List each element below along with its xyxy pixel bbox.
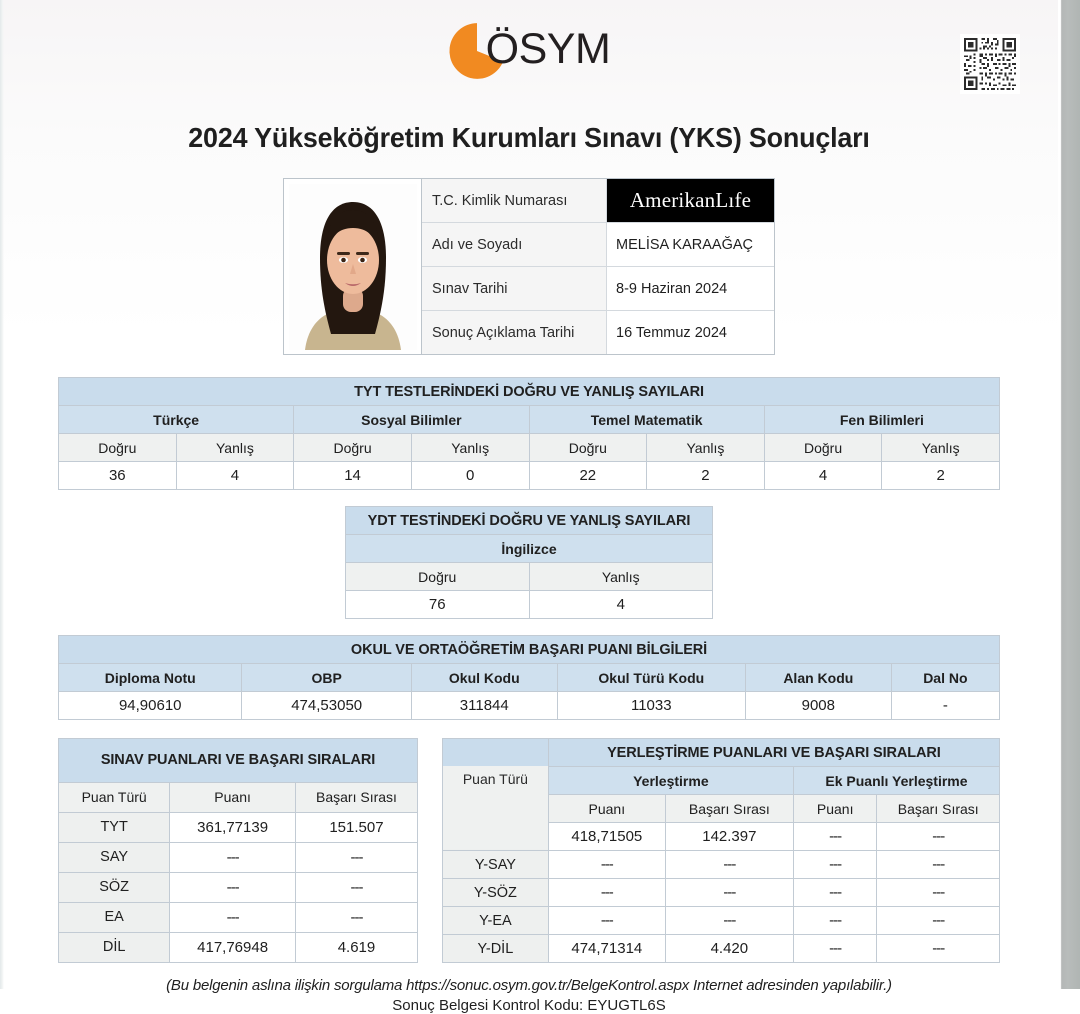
tyt-col-dogru-sosyal: Doğru	[294, 434, 412, 462]
placement-row-label-y-soz: Y-SÖZ	[443, 879, 549, 907]
identity-value-result-date: 16 Temmuz 2024	[607, 311, 774, 354]
osym-logo-text: ÖSYM	[485, 24, 611, 73]
identity-value-tckn	[607, 179, 774, 222]
exam-row-label-soz: SÖZ	[59, 872, 170, 902]
tyt-subject-matematik: Temel Matematik	[529, 406, 764, 434]
table-row	[59, 462, 1000, 490]
table-row	[443, 851, 1000, 879]
placement-sira-y-tyt: 142.397	[665, 823, 793, 851]
placement-puan-y-say: ---	[548, 851, 665, 879]
verification-note: (Bu belgenin aslına ilişkin sorgulama https://sonuc.osym.gov.tr/BelgeKontrol.aspx Internet adresinden yapılabilir.)	[166, 977, 892, 994]
exam-sira-soz: ---	[295, 872, 417, 902]
placement-col-ek-puani: Puanı	[793, 795, 877, 823]
school-col-okul-kodu: Okul Kodu	[411, 664, 557, 692]
candidate-identity-block	[283, 178, 775, 355]
tyt-subject-fen: Fen Bilimleri	[764, 406, 999, 434]
tyt-value-dogru-fen: 4	[764, 462, 882, 490]
placement-scores-title: YERLEŞTİRME PUANLARI VE BAŞARI SIRALARI	[548, 739, 999, 767]
exam-col-basari-sirasi: Başarı Sırası	[295, 782, 417, 812]
placement-corner-label	[443, 739, 549, 823]
exam-sira-ea: ---	[295, 902, 417, 932]
table-row	[59, 842, 418, 872]
school-col-okul-turu-kodu: Okul Türü Kodu	[557, 664, 745, 692]
school-col-diploma: Diploma Notu	[59, 664, 242, 692]
ydt-col-yanlis: Yanlış	[529, 563, 713, 591]
tyt-subject-turkce: Türkçe	[59, 406, 294, 434]
placement-ek-puan-y-dil: ---	[793, 935, 877, 963]
identity-row-tckn	[422, 179, 774, 223]
tyt-col-yanlis-fen: Yanlış	[882, 434, 1000, 462]
ydt-value-yanlis: 4	[529, 591, 713, 619]
placement-ek-puan-y-ea: ---	[793, 907, 877, 935]
placement-group-ek-puanli: Ek Puanlı Yerleştirme	[793, 767, 999, 795]
exam-row-label-say: SAY	[59, 842, 170, 872]
placement-group-yerlestirme: Yerleştirme	[548, 767, 793, 795]
table-row	[59, 378, 1000, 406]
identity-value-exam-date: 8-9 Haziran 2024	[607, 267, 774, 310]
tyt-value-yanlis-turkce: 4	[176, 462, 294, 490]
exam-col-puan-turu: Puan Türü	[59, 782, 170, 812]
exam-puan-say: ---	[170, 842, 296, 872]
tyt-answers-table	[58, 377, 1000, 490]
exam-row-label-dil: DİL	[59, 932, 170, 962]
placement-puan-y-tyt: 418,71505	[548, 823, 665, 851]
placement-sira-y-say: ---	[665, 851, 793, 879]
identity-label-tckn: T.C. Kimlik Numarası	[422, 179, 607, 222]
table-row	[59, 932, 418, 962]
table-row	[59, 739, 418, 783]
table-row	[443, 739, 1000, 767]
exam-sira-tyt: 151.507	[295, 812, 417, 842]
placement-ek-sira-y-ea: ---	[877, 907, 1000, 935]
placement-ek-puan-y-say: ---	[793, 851, 877, 879]
tyt-value-dogru-sosyal: 14	[294, 462, 412, 490]
tyt-col-yanlis-matematik: Yanlış	[647, 434, 765, 462]
exam-puan-soz: ---	[170, 872, 296, 902]
table-row	[443, 935, 1000, 963]
school-value-okul-turu-kodu: 11033	[557, 692, 745, 720]
placement-ek-sira-y-say: ---	[877, 851, 1000, 879]
tyt-col-yanlis-turkce: Yanlış	[176, 434, 294, 462]
exam-col-puani: Puanı	[170, 782, 296, 812]
placement-ek-puan-y-tyt: ---	[793, 823, 877, 851]
tyt-value-yanlis-sosyal: 0	[411, 462, 529, 490]
placement-col-basari-sirasi: Başarı Sırası	[665, 795, 793, 823]
page-title: 2024 Yükseköğretim Kurumları Sınavı (YKS) Sonuçları	[188, 122, 870, 153]
identity-label-name: Adı ve Soyadı	[422, 223, 607, 266]
tyt-col-yanlis-sosyal: Yanlış	[411, 434, 529, 462]
placement-row-label-y-say: Y-SAY	[443, 851, 549, 879]
table-row	[346, 535, 713, 563]
tyt-value-dogru-matematik: 22	[529, 462, 647, 490]
school-value-dal-no: -	[891, 692, 999, 720]
placement-puan-y-soz: ---	[548, 879, 665, 907]
identity-rows	[422, 179, 774, 354]
placement-ek-sira-y-soz: ---	[877, 879, 1000, 907]
school-info-table	[58, 635, 1000, 720]
placement-sira-y-ea: ---	[665, 907, 793, 935]
table-row	[59, 406, 1000, 434]
table-row	[59, 782, 418, 812]
ydt-value-dogru: 76	[346, 591, 530, 619]
ydt-answers-table	[345, 506, 713, 619]
table-row	[59, 636, 1000, 664]
ydt-table-title: YDT TESTİNDEKİ DOĞRU VE YANLIŞ SAYILARI	[346, 507, 713, 535]
tyt-value-yanlis-fen: 2	[882, 462, 1000, 490]
placement-ek-sira-y-dil: ---	[877, 935, 1000, 963]
placement-col-ek-basari-sirasi: Başarı Sırası	[877, 795, 1000, 823]
school-value-okul-kodu: 311844	[411, 692, 557, 720]
tyt-subject-sosyal: Sosyal Bilimler	[294, 406, 529, 434]
ydt-col-dogru: Doğru	[346, 563, 530, 591]
school-col-alan-kodu: Alan Kodu	[745, 664, 891, 692]
school-value-obp: 474,53050	[242, 692, 411, 720]
exam-puan-ea: ---	[170, 902, 296, 932]
placement-scores-table	[442, 738, 1000, 963]
exam-sira-say: ---	[295, 842, 417, 872]
exam-row-label-ea: EA	[59, 902, 170, 932]
school-col-dal-no: Dal No	[891, 664, 999, 692]
qr-code-icon	[960, 34, 1020, 94]
table-row	[59, 902, 418, 932]
placement-ek-puan-y-soz: ---	[793, 879, 877, 907]
school-table-title: OKUL VE ORTAÖĞRETİM BAŞARI PUANI BİLGİLERİ	[59, 636, 1000, 664]
identity-row-result-date	[422, 311, 774, 354]
identity-label-exam-date: Sınav Tarihi	[422, 267, 607, 310]
scores-section	[58, 738, 1000, 963]
exam-puan-tyt: 361,77139	[170, 812, 296, 842]
table-row	[346, 591, 713, 619]
tyt-table-title: TYT TESTLERİNDEKİ DOĞRU VE YANLIŞ SAYILARI	[59, 378, 1000, 406]
document-footer	[58, 977, 1000, 1014]
placement-row-label-y-dil: Y-DİL	[443, 935, 549, 963]
page-left-edge	[0, 0, 4, 989]
table-row	[59, 872, 418, 902]
identity-row-exam-date	[422, 267, 774, 311]
table-row	[59, 692, 1000, 720]
placement-puan-y-dil: 474,71314	[548, 935, 665, 963]
exam-puan-dil: 417,76948	[170, 932, 296, 962]
candidate-photo-cell	[284, 179, 422, 354]
table-row	[59, 434, 1000, 462]
identity-label-result-date: Sonuç Açıklama Tarihi	[422, 311, 607, 354]
tyt-col-dogru-matematik: Doğru	[529, 434, 647, 462]
table-row	[443, 907, 1000, 935]
placement-puan-y-ea: ---	[548, 907, 665, 935]
table-row	[346, 563, 713, 591]
tyt-value-yanlis-matematik: 2	[647, 462, 765, 490]
redacted-tckn-overlay: AmerikanLıfe	[607, 179, 774, 222]
school-value-alan-kodu: 9008	[745, 692, 891, 720]
identity-value-name: MELİSA KARAAĞAÇ	[607, 223, 774, 266]
table-row	[59, 812, 418, 842]
table-row	[443, 879, 1000, 907]
ydt-subject-ingilizce: İngilizce	[346, 535, 713, 563]
tyt-col-dogru-fen: Doğru	[764, 434, 882, 462]
control-code: Sonuç Belgesi Kontrol Kodu: EYUGTL6S	[392, 997, 666, 1014]
table-row	[346, 507, 713, 535]
exam-scores-table	[58, 738, 418, 963]
table-row	[59, 664, 1000, 692]
placement-sira-y-soz: ---	[665, 879, 793, 907]
placement-col-puani: Puanı	[548, 795, 665, 823]
exam-sira-dil: 4.619	[295, 932, 417, 962]
document-header	[0, 0, 1058, 112]
osym-logo	[0, 22, 1058, 80]
exam-row-label-tyt: TYT	[59, 812, 170, 842]
tyt-value-dogru-turkce: 36	[59, 462, 177, 490]
tyt-col-dogru-turkce: Doğru	[59, 434, 177, 462]
candidate-photo	[289, 184, 417, 350]
page-right-edge-scrollbar[interactable]	[1058, 0, 1080, 989]
placement-row-label-y-ea: Y-EA	[443, 907, 549, 935]
placement-ek-sira-y-tyt: ---	[877, 823, 1000, 851]
placement-col-puan-turu: Puan Türü	[443, 766, 548, 849]
identity-row-name	[422, 223, 774, 267]
school-value-diploma: 94,90610	[59, 692, 242, 720]
placement-sira-y-dil: 4.420	[665, 935, 793, 963]
exam-scores-title: SINAV PUANLARI VE BAŞARI SIRALARI	[59, 739, 418, 783]
school-col-obp: OBP	[242, 664, 411, 692]
